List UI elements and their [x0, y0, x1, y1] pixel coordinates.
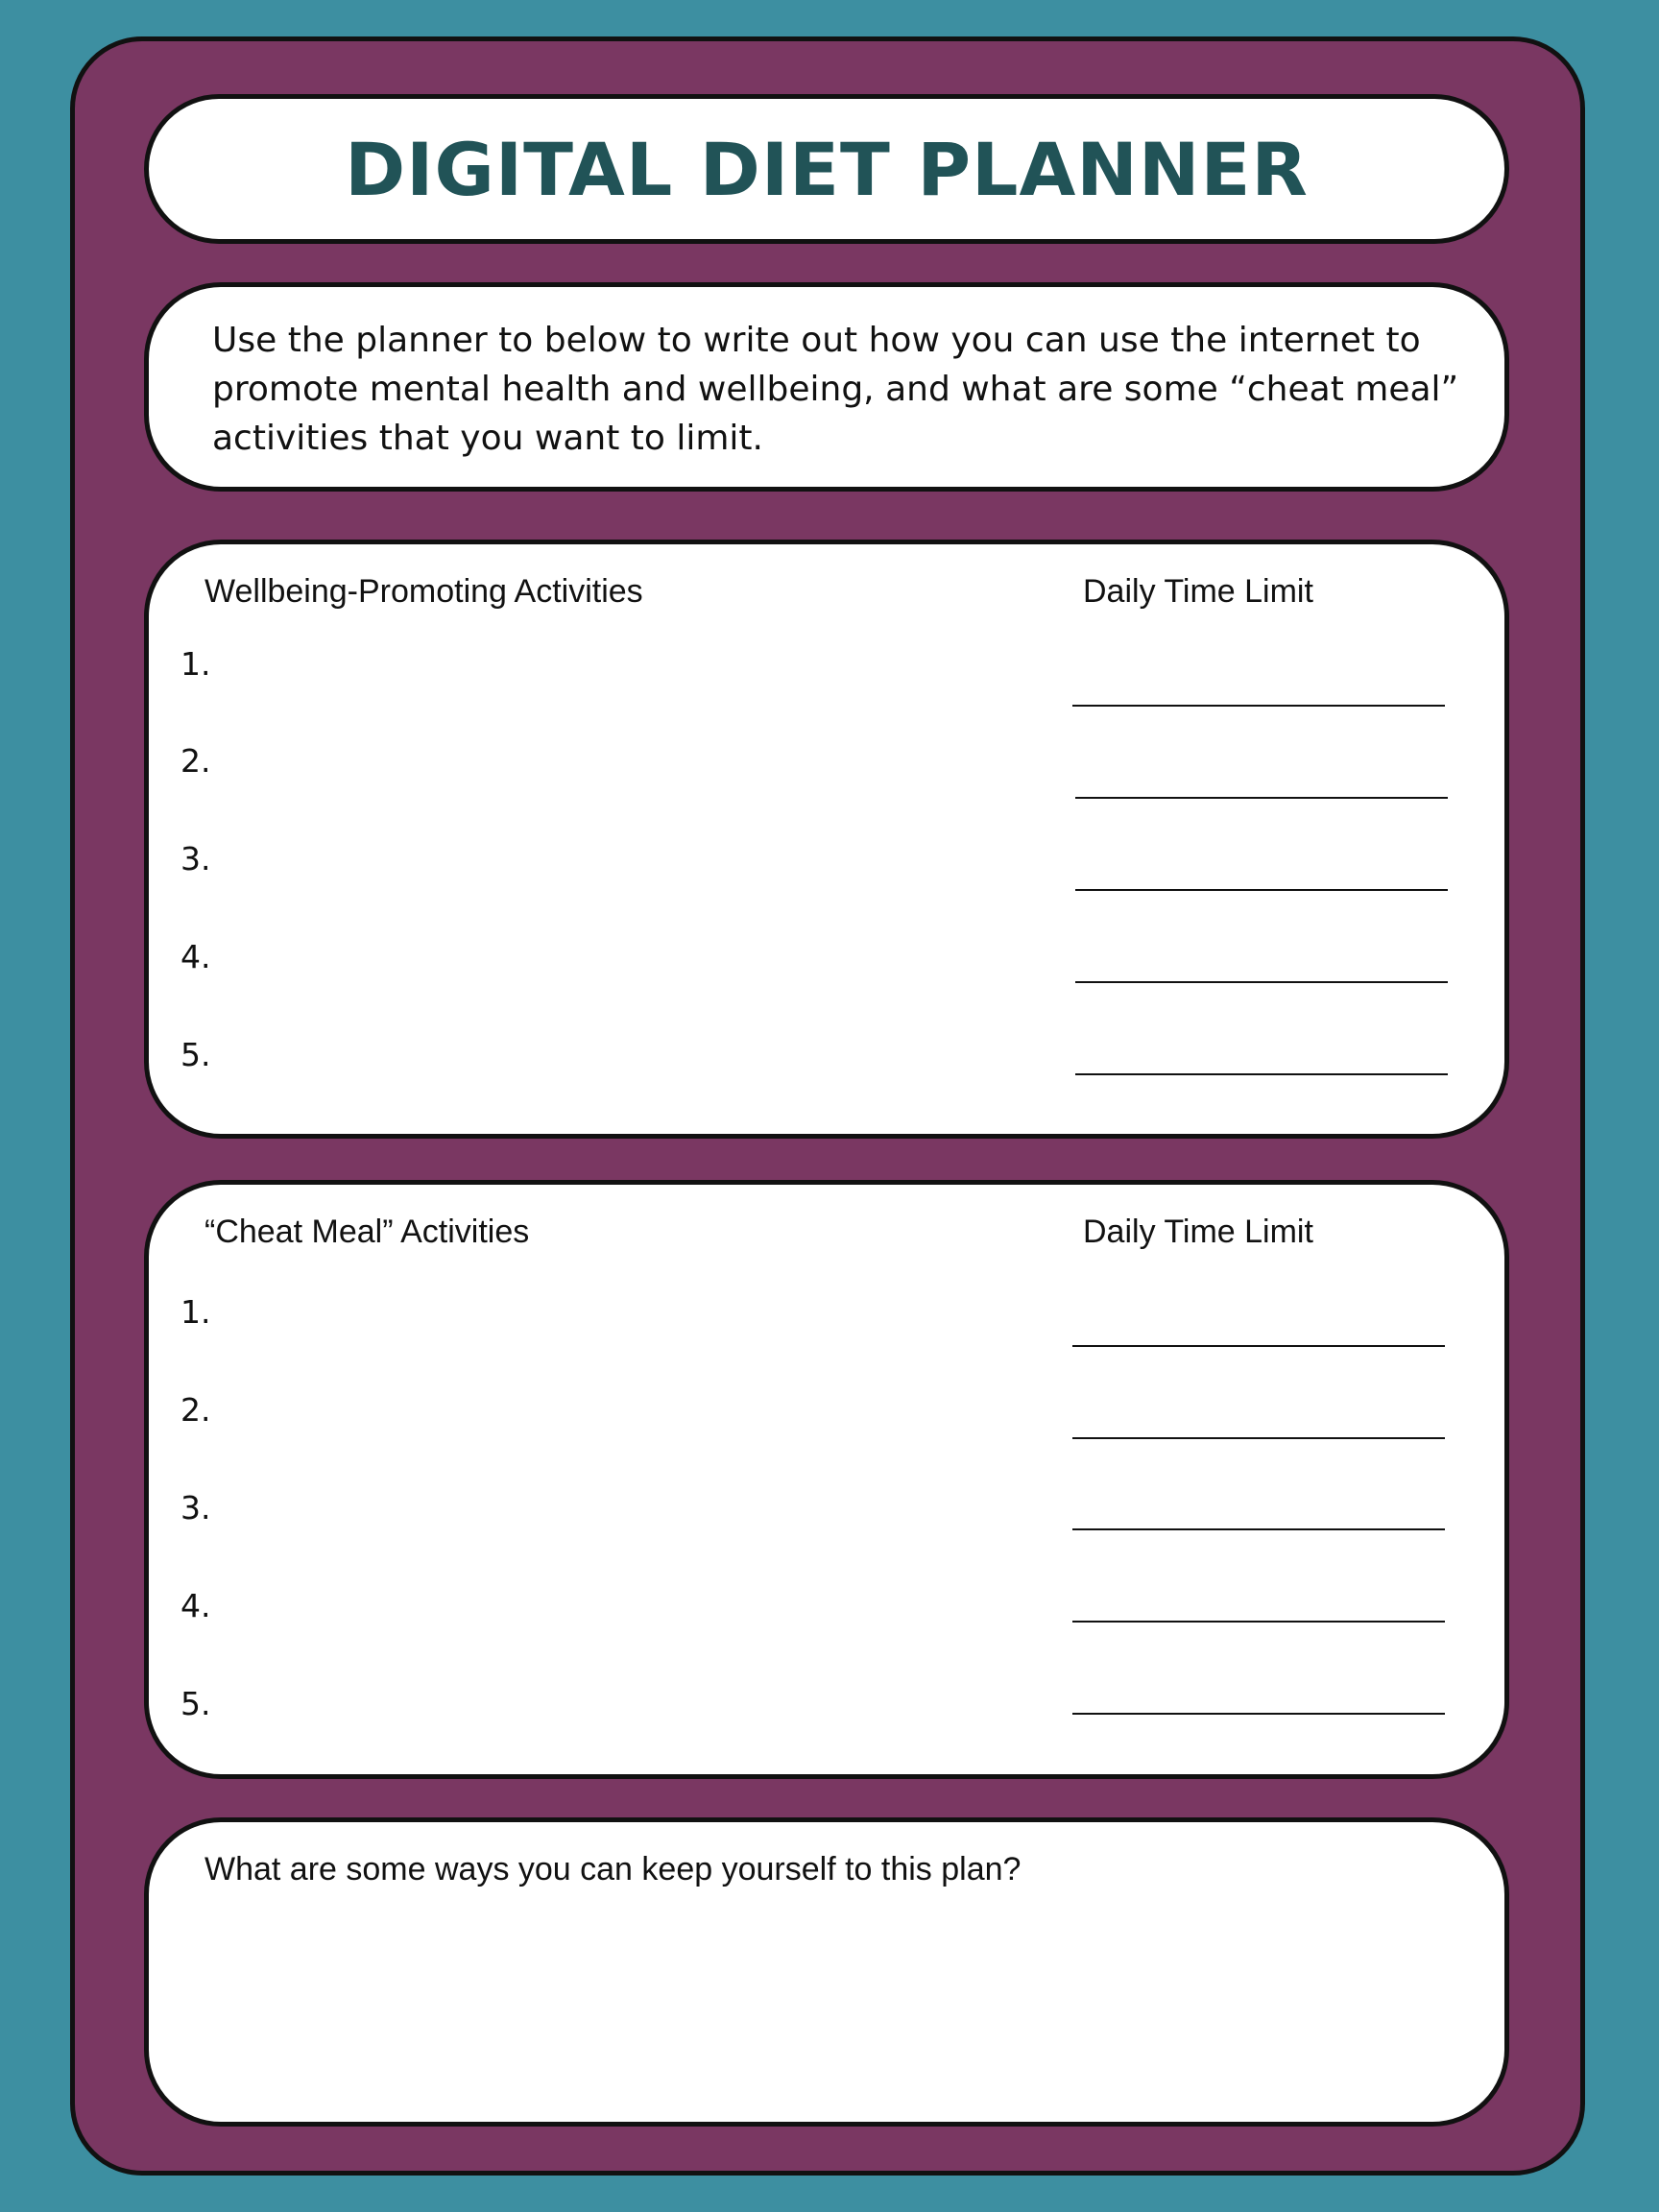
wellbeing-time-blank-3[interactable]	[1075, 889, 1448, 891]
cheat-meal-row-number: 1.	[180, 1293, 211, 1331]
instructions-box	[144, 282, 1509, 492]
cheat-meal-time-blank-1[interactable]	[1072, 1345, 1445, 1347]
cheat-meal-time-limit-heading: Daily Time Limit	[1083, 1214, 1313, 1250]
cheat-meal-row-number: 3.	[180, 1489, 211, 1527]
wellbeing-time-blank-1[interactable]	[1072, 705, 1445, 707]
reflection-question-box[interactable]	[144, 1817, 1509, 2127]
reflection-question: What are some ways you can keep yourself to this plan?	[204, 1851, 1022, 1887]
cheat-meal-time-blank-4[interactable]	[1072, 1621, 1445, 1623]
cheat-meal-activities-section	[144, 1180, 1509, 1779]
instructions-text: Use the planner to below to write out how you can use the internet to promote mental health and wellbeing, and what are some “cheat meal” activities that you want to limit.	[212, 321, 1459, 458]
cheat-meal-time-blank-2[interactable]	[1072, 1437, 1445, 1439]
page-title: DIGITAL DIET PLANNER	[345, 126, 1309, 212]
cheat-meal-row-number: 2.	[180, 1391, 211, 1429]
wellbeing-activities-section	[144, 540, 1509, 1139]
cheat-meal-row-number: 4.	[180, 1587, 211, 1624]
wellbeing-activities-heading: Wellbeing-Promoting Activities	[204, 573, 643, 610]
wellbeing-time-blank-2[interactable]	[1075, 797, 1448, 799]
cheat-meal-time-blank-5[interactable]	[1072, 1713, 1445, 1715]
cheat-meal-activities-heading: “Cheat Meal” Activities	[204, 1214, 530, 1250]
wellbeing-time-limit-heading: Daily Time Limit	[1083, 573, 1313, 610]
wellbeing-time-blank-5[interactable]	[1075, 1073, 1448, 1075]
wellbeing-row-number: 2.	[180, 742, 211, 780]
wellbeing-row-number: 1.	[180, 645, 211, 683]
title-banner	[144, 94, 1509, 244]
wellbeing-row-number: 4.	[180, 938, 211, 975]
wellbeing-row-number: 5.	[180, 1036, 211, 1073]
cheat-meal-time-blank-3[interactable]	[1072, 1528, 1445, 1530]
wellbeing-row-number: 3.	[180, 840, 211, 878]
cheat-meal-row-number: 5.	[180, 1685, 211, 1722]
wellbeing-time-blank-4[interactable]	[1075, 981, 1448, 983]
